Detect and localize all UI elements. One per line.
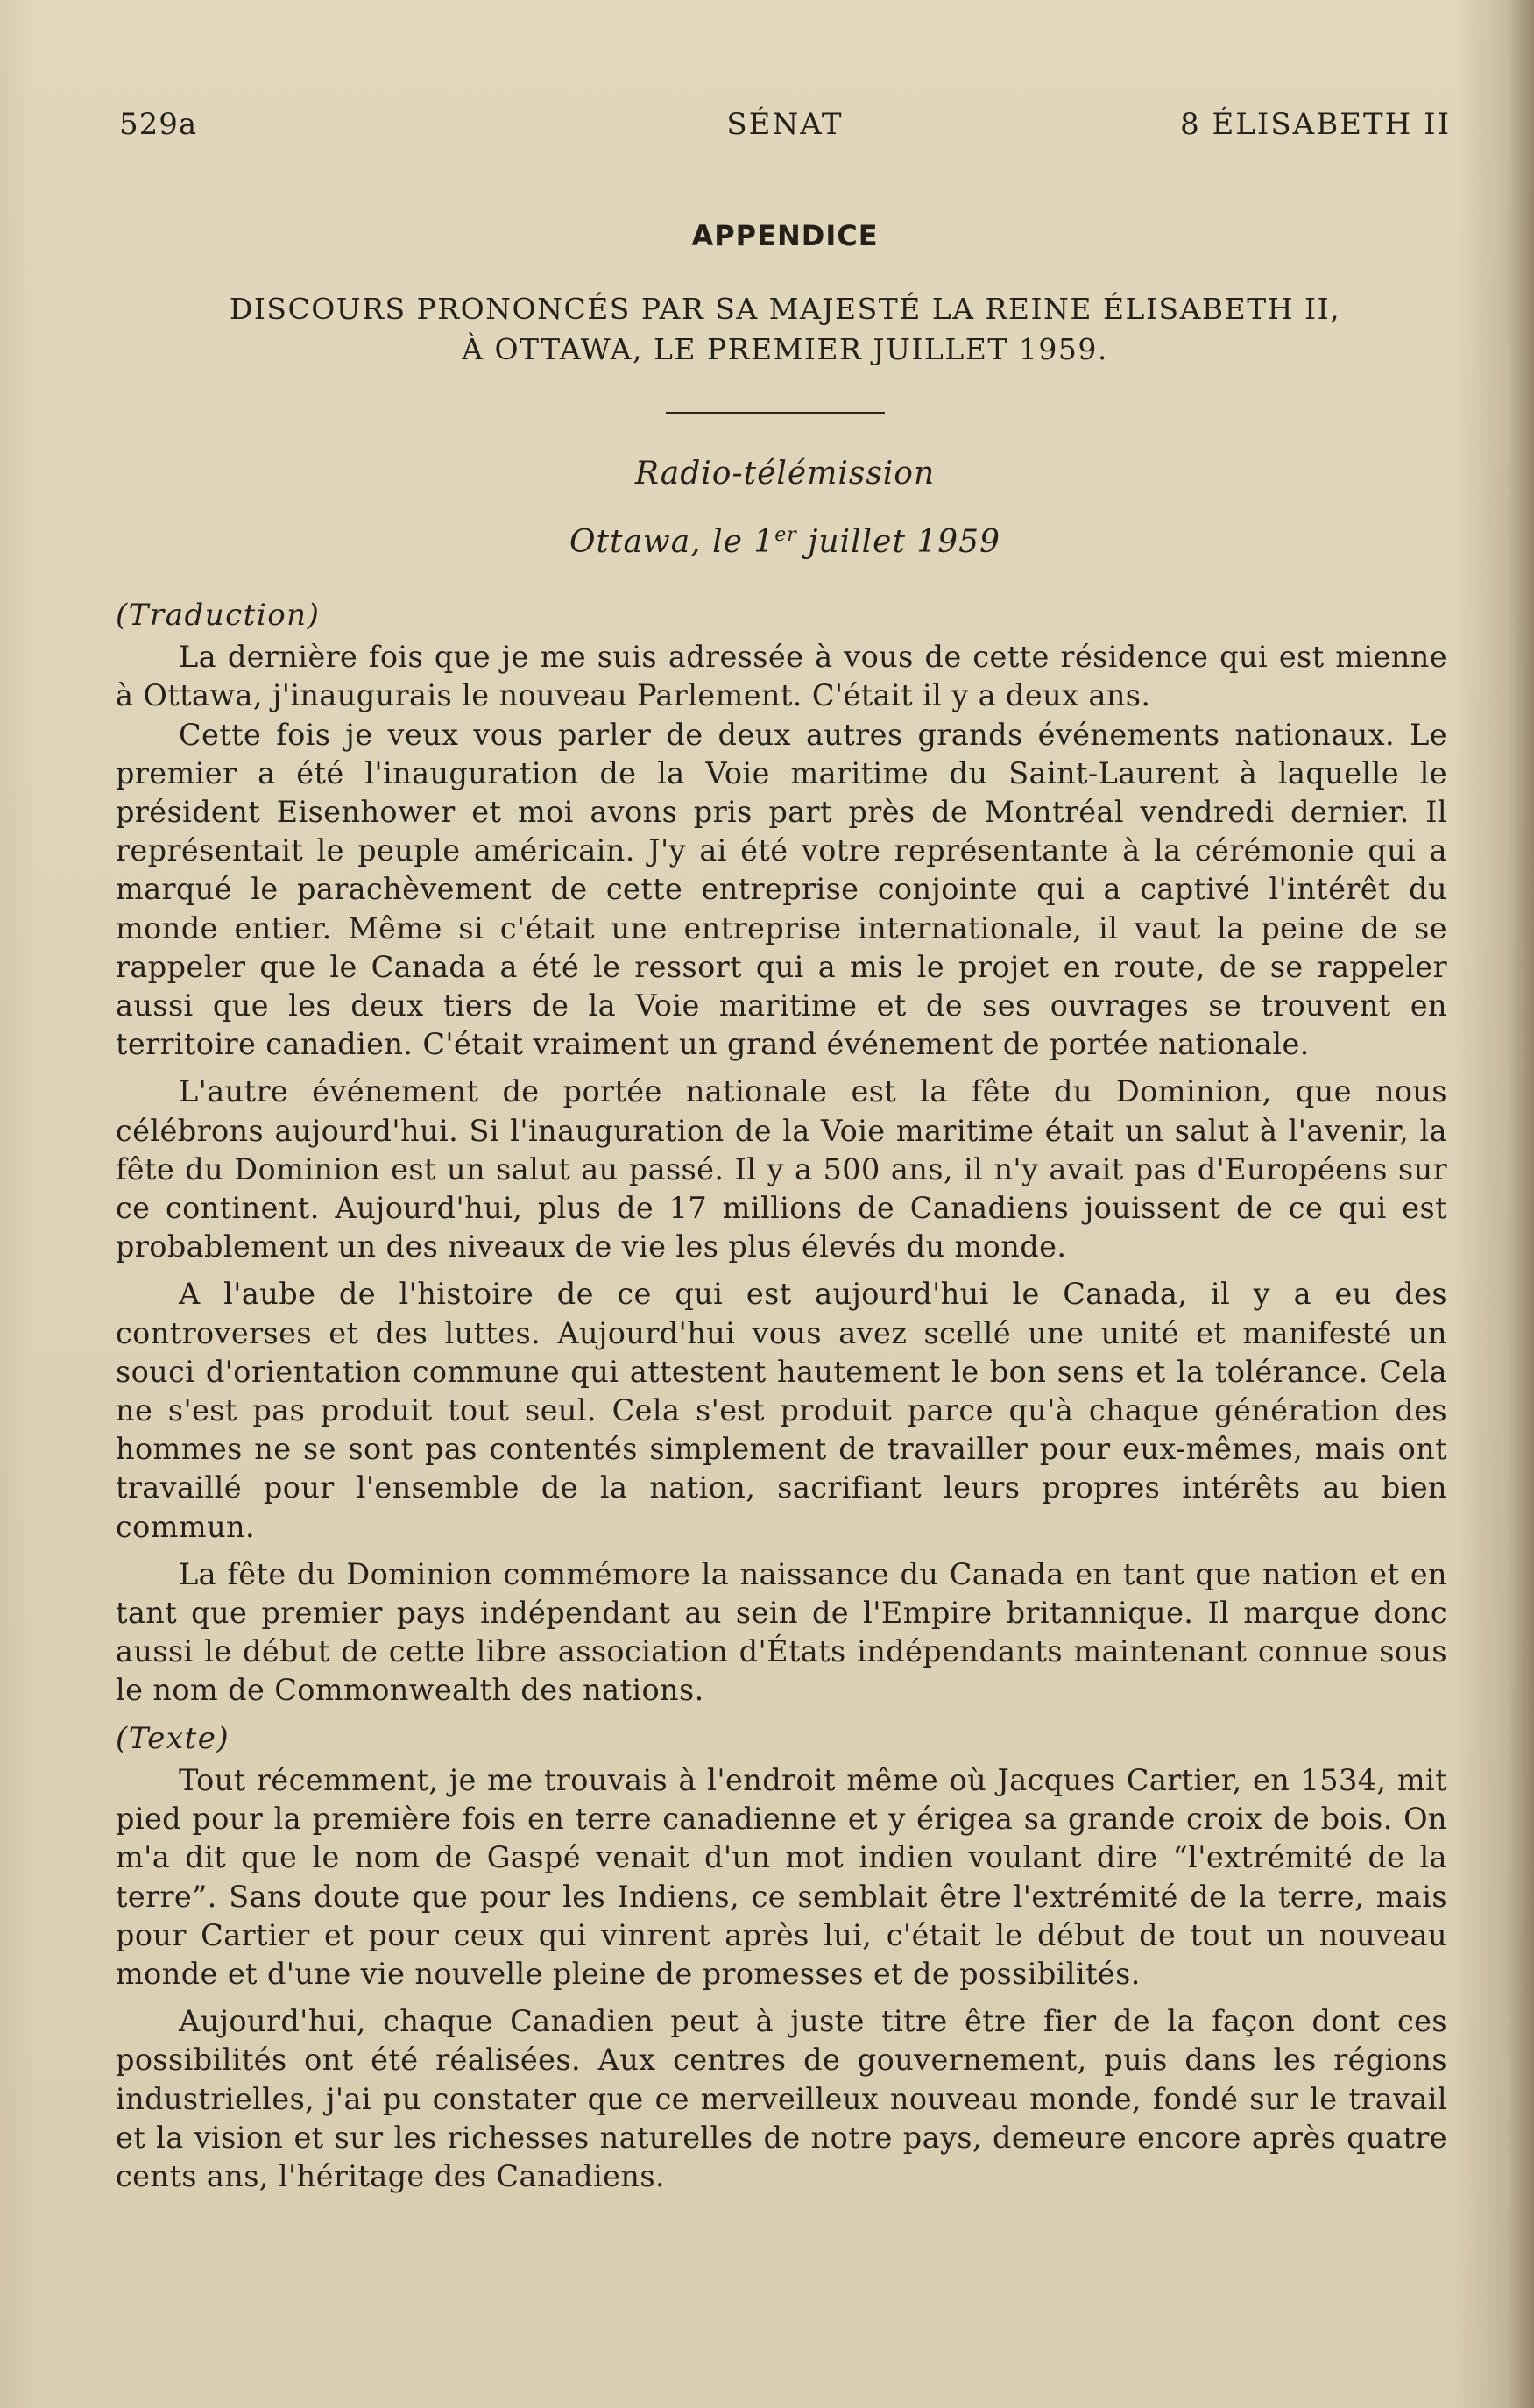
page-number: 529a <box>119 107 198 142</box>
paragraph-5: La fête du Dominion commémore la naissance du Canada en tant que nation et en tant que premier pays indépendant au sein de l'Empire britannique. Il marque donc aussi le début de cette libre association d'États indépendants maintenant connue sous le nom de Commonwealth des nations. <box>116 1556 1447 1708</box>
paragraph-1: La dernière fois que je me suis adressée à vous de cette résidence qui est mienne à Ottawa, j'inaugurais le nouveau Parlement. C'était il y a deux ans. <box>116 640 1447 713</box>
paragraph-3: L'autre événement de portée nationale est la fête du Dominion, que nous célébrons aujourd'hui. Si l'inauguration de la Voie maritime était un salut à l'avenir, la fête du Dominion est un salut au passé. Il y a 500 ans, il n'y avait pas d'Européens sur ce continent. Aujourd'hui, plus de 17 millions de Canadiens jouissent de ce qui est probablement un des niveaux de vie les plus élevés du monde. <box>116 1074 1447 1264</box>
paragraph-4: A l'aube de l'histoire de ce qui est aujourd'hui le Canada, il y a eu des controverses et des luttes. Aujourd'hui vous avez scellé une unité et manifesté un souci d'orientation commune qui attestent hautement le bon sens et la tolérance. Cela ne s'est pas produit tout seul. Cela s'est produit parce qu'à chaque génération des hommes ne se sont pas contentés simplement de travailler pour eux-mêmes, mais ont travaillé pour l'ensemble de la nation, sacrifiant leurs propres intérêts au bien commun. <box>116 1277 1447 1544</box>
paragraph-7: Aujourd'hui, chaque Canadien peut à juste titre être fier de la façon dont ces possibilités ont été réalisées. Aux centres de gouvernement, puis dans les régions industrielles, j'ai pu constater que ce merveilleux nouveau monde, fondé sur le travail et la vision et sur les richesses naturelles de notre pays, demeure encore après quatre cents ans, l'héritage des Canadiens. <box>116 2004 1447 2193</box>
running-head-reign: 8 ÉLISABETH II <box>1180 107 1451 142</box>
section-label-texte: (Texte) <box>116 1720 230 1756</box>
dateline <box>119 524 1451 560</box>
dateline-ordinal: er <box>774 524 797 546</box>
dateline-date: juillet 1959 <box>796 524 1000 560</box>
heading-divider <box>666 412 885 414</box>
broadcast-subtitle: Radio-télémission <box>634 456 936 492</box>
dateline-place: Ottawa, le 1 <box>569 524 775 560</box>
running-head-title: SÉNAT <box>726 107 844 142</box>
section-label-traduction: (Traduction) <box>116 598 321 633</box>
running-head <box>119 107 1451 156</box>
paragraph-2: Cette fois je veux vous parler de deux autres grands événements nationaux. Le premier a été l'inauguration de la Voie maritime du Saint-Laurent à laquelle le président Eisenhower et moi avons pris part près de Montréal vendredi dernier. Il représentait le peuple américain. J'y ai été votre représentante à la cérémonie qui a marqué le parachèvement de cette entreprise conjointe qui a captivé l'intérêt du monde entier. Même si c'était une entreprise internationale, il vaut la peine de se rappeler que le Canada a été le ressort qui a mis le projet en route, de se rappeler aussi que les deux tiers de la Voie maritime et de ses ouvrages se trouvent en territoire canadien. C'était vraiment un grand événement de portée nationale. <box>116 717 1447 1062</box>
appendix-title: APPENDICE <box>691 219 879 252</box>
speech-body <box>116 587 1447 2196</box>
paragraph-6: Tout récemment, je me trouvais à l'endroit même où Jacques Cartier, en 1534, mit pied pour la première fois en terre canadienne et y érigea sa grande croix de bois. On m'a dit que le nom de Gaspé venait d'un mot indien voulant dire “l'extrémité de la terre”. Sans doute que pour les Indiens, ce semblait être l'extrémité de la terre, mais pour Cartier et pour ceux qui vinrent après lui, c'était le début de tout un nouveau monde et d'une vie nouvelle pleine de promesses et de possibilités. <box>116 1762 1447 1991</box>
speech-heading-line-2: À OTTAWA, LE PREMIER JUILLET 1959. <box>462 332 1108 366</box>
speech-heading-line-1: DISCOURS PRONONCÉS PAR SA MAJESTÉ LA REINE ÉLISABETH II, <box>229 292 1341 326</box>
speech-heading <box>119 289 1451 370</box>
